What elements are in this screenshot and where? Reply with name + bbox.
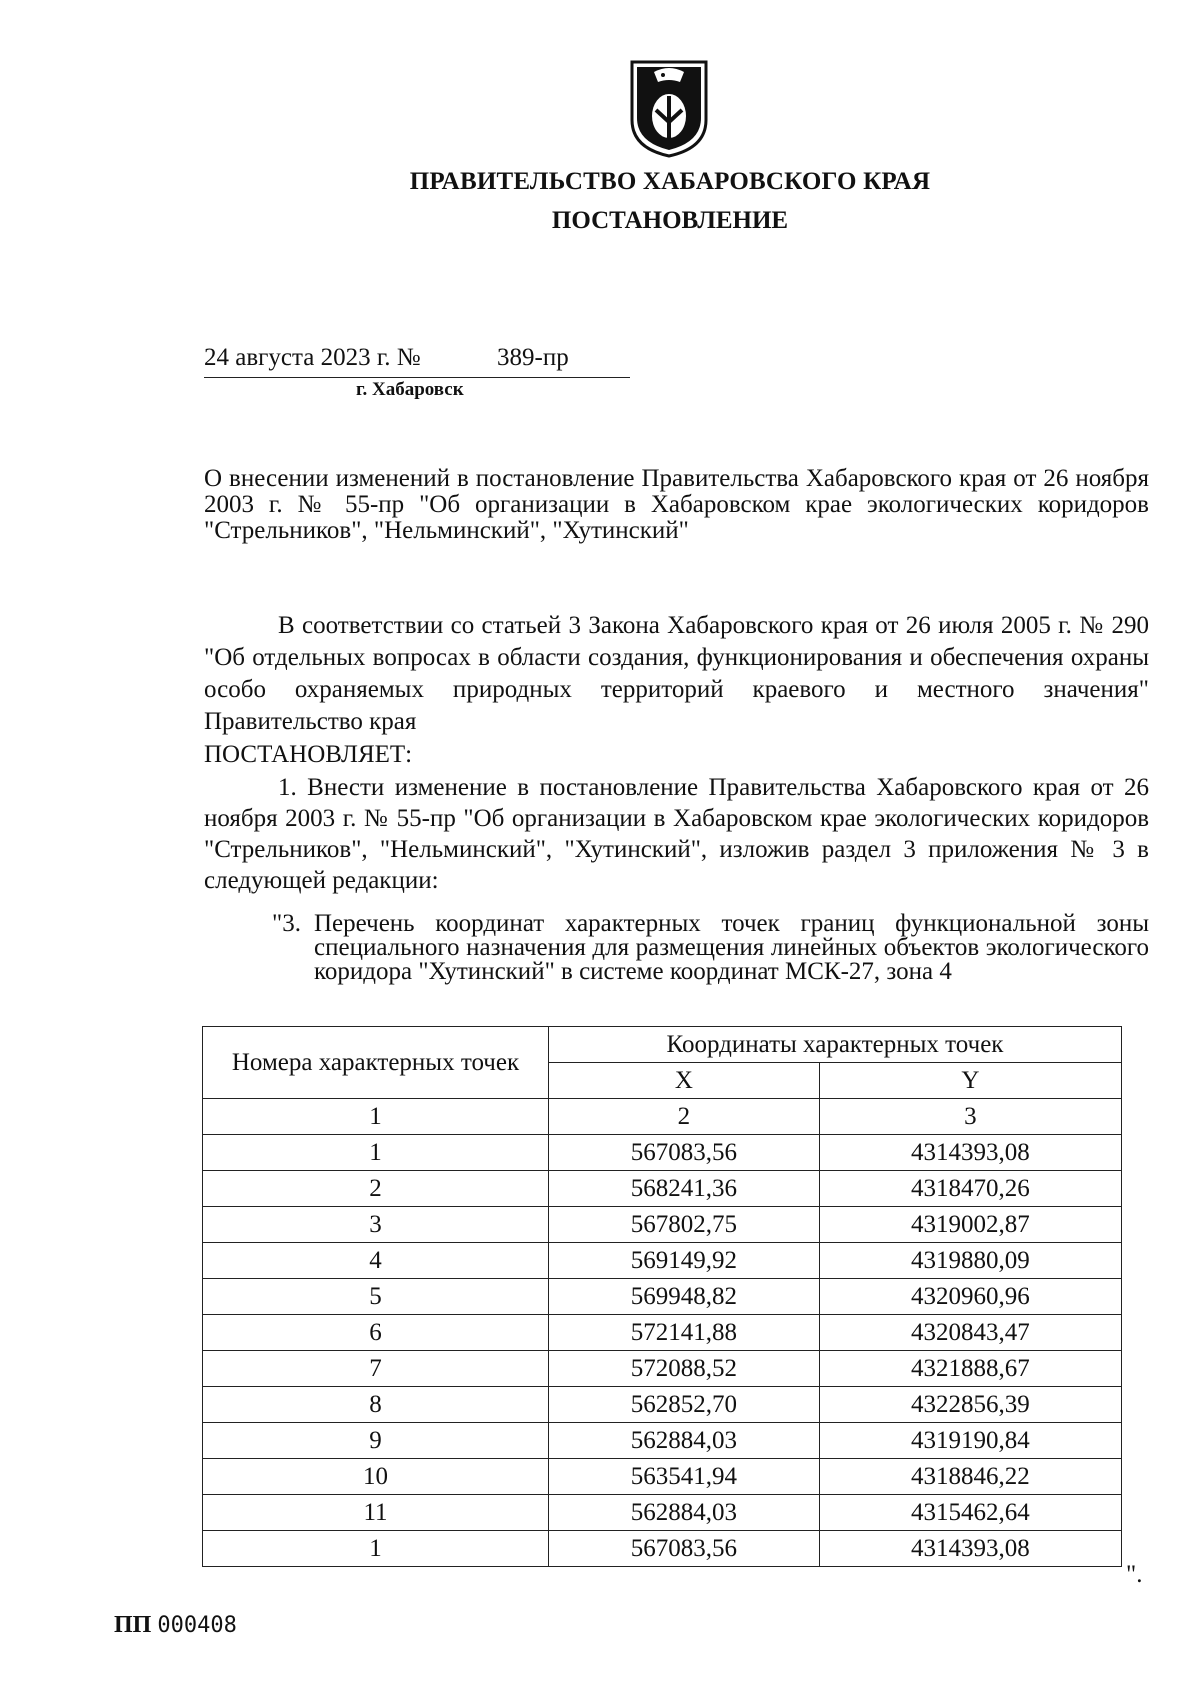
y-coordinate-cell: 4321888,67 [819,1351,1121,1387]
document-number: 389-пр [497,344,569,371]
table-row [203,1459,1122,1495]
point-number-cell: 1 [203,1531,549,1567]
x-coordinate-cell: 562852,70 [549,1387,820,1423]
header-y: Y [819,1063,1121,1099]
table-row [203,1279,1122,1315]
point-number-cell: 1 [203,1135,549,1171]
table-row [203,1351,1122,1387]
document-city: г. Хабаровск [356,379,464,400]
form-series: ПП [114,1612,152,1638]
document-type: ПОСТАНОВЛЕНИЕ [551,207,789,234]
table-row [203,1495,1122,1531]
y-coordinate-cell: 4319880,09 [819,1243,1121,1279]
point-number-cell: 3 [203,1207,549,1243]
x-coordinate-cell: 568241,36 [549,1171,820,1207]
x-coordinate-cell: 572141,88 [549,1315,820,1351]
point-number-cell: 8 [203,1387,549,1423]
government-name: ПРАВИТЕЛЬСТВО ХАБАРОВСКОГО КРАЯ [409,168,931,195]
y-coordinate-cell: 4319190,84 [819,1423,1121,1459]
x-coordinate-cell: 569948,82 [549,1279,820,1315]
x-coordinate-cell: 563541,94 [549,1459,820,1495]
table-row [203,1207,1122,1243]
table-row [203,1531,1122,1567]
form-serial-number: 000408 [157,1613,237,1638]
registration-line [204,344,630,376]
point-number-cell: 7 [203,1351,549,1387]
point-number-cell: 4 [203,1243,549,1279]
point-number-cell: 2 [203,1171,549,1207]
y-coordinate-cell: 4319002,87 [819,1207,1121,1243]
document-date: 24 августа 2023 г. № [204,344,421,371]
table-header-row [203,1027,1122,1063]
closing-quote: ". [1126,1561,1143,1588]
coordinates-table [202,1026,1122,1567]
table-row [203,1171,1122,1207]
y-coordinate-cell: 4314393,08 [819,1135,1121,1171]
section-3-text: Перечень координат характерных точек границ функциональной зоны специального назначения для размещения линейных объектов экологического коридора "Хутинский" в системе координат МСК-27, зона 4 [314,910,1149,985]
y-coordinate-cell: 4320843,47 [819,1315,1121,1351]
document-subject: О внесении изменений в постановление Правительства Хабаровского края от 26 ноября 2003 г. № 55-пр "Об организации в Хабаровском крае экологических коридоров "Стрельников", "Нельминский", "Хутинский" [204,465,1149,544]
x-coordinate-cell: 567083,56 [549,1531,820,1567]
x-coordinate-cell: 562884,03 [549,1423,820,1459]
table-row [203,1135,1122,1171]
x-coordinate-cell: 567802,75 [549,1207,820,1243]
table-row [203,1387,1122,1423]
preamble-paragraph: В соответствии со статьей 3 Закона Хабаровского края от 26 июля 2005 г. № 290 "Об отдельных вопросах в области создания, функционирования и обеспечения охраны особо охраняемых природных территорий краевого и местного значения" Правительство края [204,612,1149,735]
point-number-cell: 9 [203,1423,549,1459]
point-number-cell: 5 [203,1279,549,1315]
header-coordinates: Координаты характерных точек [549,1027,1122,1063]
decree-word: ПОСТАНОВЛЯЕТ: [204,741,413,768]
point-1-paragraph: 1. Внести изменение в постановление Правительства Хабаровского края от 26 ноября 2003 г. № 55-пр "Об организации в Хабаровском крае экологических коридоров "Стрельников", "Нельминский", "Хутинский", изложив раздел 3 приложения № 3 в следующей редакции: [204,774,1149,894]
table-row [203,1423,1122,1459]
header-x: X [549,1063,820,1099]
table-column-number-row [203,1099,1122,1135]
khabarovsk-krai-emblem-icon [628,58,710,158]
header-point-numbers: Номера характерных точек [203,1027,549,1099]
y-coordinate-cell: 4314393,08 [819,1531,1121,1567]
y-coordinate-cell: 4318470,26 [819,1171,1121,1207]
column-number: 2 [549,1099,820,1135]
point-number-cell: 10 [203,1459,549,1495]
point-number-cell: 6 [203,1315,549,1351]
section-3-heading [272,912,1149,984]
x-coordinate-cell: 567083,56 [549,1135,820,1171]
point-number-cell: 11 [203,1495,549,1531]
y-coordinate-cell: 4315462,64 [819,1495,1121,1531]
column-number: 1 [203,1099,549,1135]
section-3-number: "3. [272,910,301,937]
column-number: 3 [819,1099,1121,1135]
x-coordinate-cell: 569149,92 [549,1243,820,1279]
x-coordinate-cell: 572088,52 [549,1351,820,1387]
table-row [203,1243,1122,1279]
x-coordinate-cell: 562884,03 [549,1495,820,1531]
y-coordinate-cell: 4318846,22 [819,1459,1121,1495]
y-coordinate-cell: 4320960,96 [819,1279,1121,1315]
y-coordinate-cell: 4322856,39 [819,1387,1121,1423]
registration-underline [204,377,630,378]
table-row [203,1315,1122,1351]
form-serial-code [114,1612,237,1639]
